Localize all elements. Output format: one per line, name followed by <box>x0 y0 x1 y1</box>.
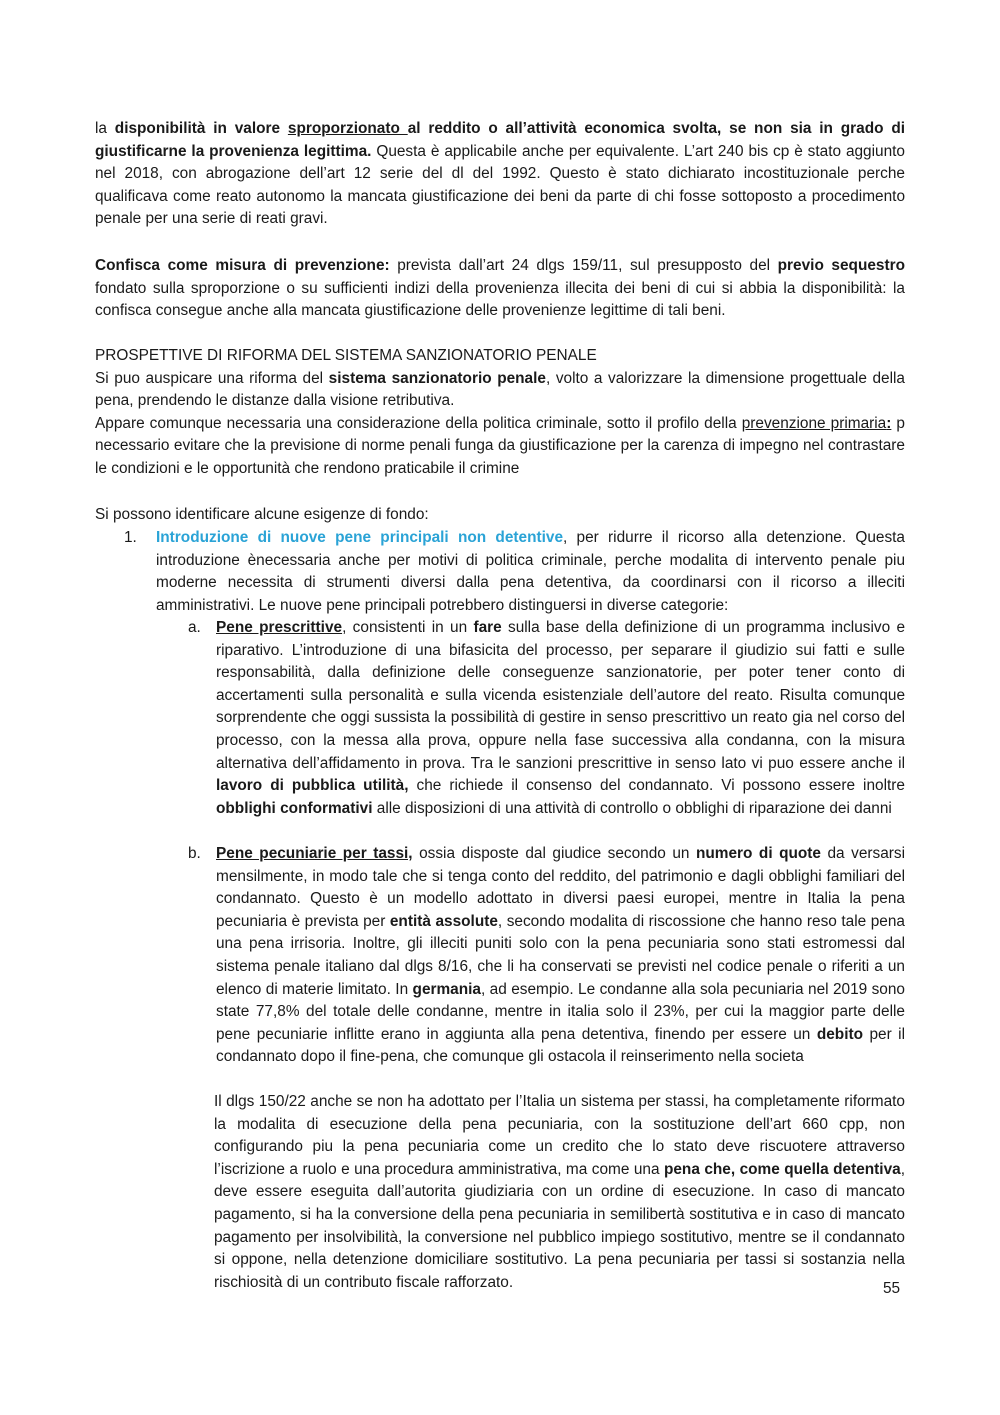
bold-run: numero di quote <box>695 845 821 862</box>
underlined-bold-run: : <box>886 414 892 432</box>
text-run: , ad esempio. Le condanne alla sola pecuniaria nel 2019 sono state 77,8% del totale delle condanne, mentre in italia solo il 23%, per cui la maggior parte delle pene pecuniarie inflitte erano in aggiunta alla pena detentiva, finendo per essere un <box>216 980 905 1043</box>
sub-item-title: Pene pecuniarie per tassi, <box>216 845 413 862</box>
sub-item-b <box>216 843 905 1069</box>
text-run: Il dlgs 150/22 anche se non ha adottato per l’Italia un sistema per stassi, ha completamente riformato la modalita di esecuzione della pena pecuniaria, con la sostituzione dell’art 660 cpp, non configurando piu la pena pecuniaria come un credito che lo stato deve riscuotere attraverso l’iscrizione a ruolo e una procedura amministrativa, ma come una <box>214 1093 905 1178</box>
bold-run: pena che, come quella detentiva <box>663 1160 901 1178</box>
bold-run: debito <box>816 1025 863 1043</box>
text-run: , secondo modalita di riscossione che hanno reso tale pena una pena irrisoria. Inoltre, gli illeciti puniti solo con la pena pecuniaria sono stati estromessi dal sistema penale italiano dal dlgs 8/16, che li ha conservati se previsti nel codice penale o riferiti a un elenco di materie limitato. In <box>216 912 905 998</box>
text-run: che richiede il consenso del condannato. Vi possono essere inoltre <box>408 777 905 795</box>
text-run: Si puo auspicare una riforma del <box>95 369 329 387</box>
paragraph-confisca-prevenzione <box>95 255 905 323</box>
text-run: fondato sulla sproporzione o su sufficienti indizi della provenienza illecita dei beni di cui si abbia la disponibilità: la confisca consegue anche alla mancata giustificazione delle provenienze legittime di tali beni. <box>95 279 905 320</box>
paragraph-dlgs-150-22 <box>214 1091 905 1294</box>
text-run: la <box>95 120 115 137</box>
text-run: prevista dall’art 24 dlgs 159/11, sul presupposto del <box>389 257 778 274</box>
intro-line: Si possono identificare alcune esigenze di fondo: <box>95 506 429 523</box>
sub-item-title: Pene prescrittive <box>216 619 343 636</box>
page-number: 55 <box>883 1280 901 1297</box>
text-run: per il condannato dopo il fine-pena, che comunque gli ostacola il reinserimento nella societa <box>216 1025 906 1066</box>
bold-run: lavoro di pubblica utilità, <box>216 777 409 795</box>
text-run: , per ridurre il ricorso alla detenzione. Questa introduzione ènecessaria anche per motivi di politica criminale, perche modalita di intervento penale piu moderne necessita di strumenti diversi dalla pena detentiva, da coordinarsi con il ricorso a illeciti amministrativi. Le nuove pene principali potrebbero distinguersi in diverse categorie: <box>156 529 905 614</box>
list-number: 1. <box>124 529 137 546</box>
sub-letter-a: a. <box>188 619 201 636</box>
bold-run: Confisca come misura di prevenzione: <box>95 257 390 274</box>
section-heading: PROSPETTIVE DI RIFORMA DEL SISTEMA SANZIONATORIO PENALE <box>95 347 597 364</box>
section-riforma <box>95 345 905 481</box>
bold-run: disponibilità in valore <box>114 120 288 137</box>
highlighted-run: Introduzione di nuove pene principali non detentive <box>156 529 563 546</box>
underlined-bold-run: sproporzionato <box>287 120 408 137</box>
text-run: ossia disposte dal giudice secondo un <box>412 845 696 862</box>
text-run: Questa è applicabile anche per equivalente. L’art 240 bis cp è stato aggiunto nel 2018, con abrogazione dell’art 12 serie del dl del 1992. Questo è stato dichiarato incostituzionale perche qualificava come reato autonomo la mancata giustificazione dei beni da parte di chi fosse sottoposto a procedimento penale per una serie di reati gravi. <box>95 142 905 228</box>
bold-run: fare <box>473 619 502 636</box>
bold-run: al reddito o all’attività economica svolta, se non sia in grado di giustificarne la provenienza legittima. <box>95 120 906 160</box>
text-run: alle disposizioni di una attività di controllo o obblighi di riparazione dei danni <box>372 799 892 817</box>
bold-run: obblighi conformativi <box>216 799 373 817</box>
text-run: , consistenti in un <box>342 619 474 636</box>
text-run: p necessario evitare che la previsione di norme penali funga da giustificazione per la carenza di impegno nel contrastare le condizioni e le opportunità che rendono praticabile il crimine <box>95 414 905 477</box>
text-run: , volto a valorizzare la dimensione progettuale della pena, prendendo le distanze dalla visione retributiva. <box>95 369 905 410</box>
bold-run: sistema sanzionatorio penale <box>328 369 546 387</box>
text-run: Appare comunque necessaria una considerazione della politica criminale, sotto il profilo della <box>95 414 742 432</box>
list-item-1 <box>156 527 905 617</box>
bold-run: entità assolute <box>389 912 498 930</box>
underlined-run: prevenzione primaria <box>741 414 887 432</box>
section-paragraph-1 <box>95 368 905 413</box>
sub-letter-b: b. <box>188 845 201 862</box>
text-run: da versarsi mensilmente, in modo tale che si tenga conto del reddito, del patrimonio e dagli obblighi familiari del condannato. Questo è un modello adottato in diversi paesi europei, mentre in Italia la pena pecuniaria è prevista per <box>216 845 905 930</box>
section-paragraph-2 <box>95 413 905 481</box>
text-run: sulla base della definizione di un programma inclusivo e riparativo. L’introduzione di una bifasicita del processo, per separare il giudizio sui fatti e sulle responsabilità, dalla definizione delle conseguenze sanzionatorie, per poter tener conto di accertamenti sulla personalità e sulla vicenda esistenziale dell’autore del reato. Risulta comunque sorprendente che oggi sussista la possibilità di gestire in senso prescrittivo un reato gia nel corso del processo, con la messa alla prova, oppure nella fase successiva alla condanna, con la misura alternativa dell’affidamento in prova. Tra le sanzioni prescrittive in senso lato vi puo essere anche il <box>216 619 906 772</box>
paragraph-confisca-allargata <box>95 118 905 231</box>
bold-run: previo sequestro <box>777 257 905 274</box>
sub-item-a <box>216 617 905 820</box>
text-run: , deve essere eseguita dall’autorita giudiziaria con un ordine di esecuzione. In caso di mancato pagamento, si ha la conversione della pena pecuniaria in semilibertà sostitutiva e in caso di mancato pagamento per insolvibilità, la conversione nel pubblico impiego sostitutivo, mentre se il condannato si oppone, nella detenzione domiciliare sostitutivo. La pena pecuniaria per tassi si sostanzia nella rischiosità di un contributo fiscale rafforzato. <box>214 1160 905 1291</box>
bold-run: germania <box>412 980 481 998</box>
